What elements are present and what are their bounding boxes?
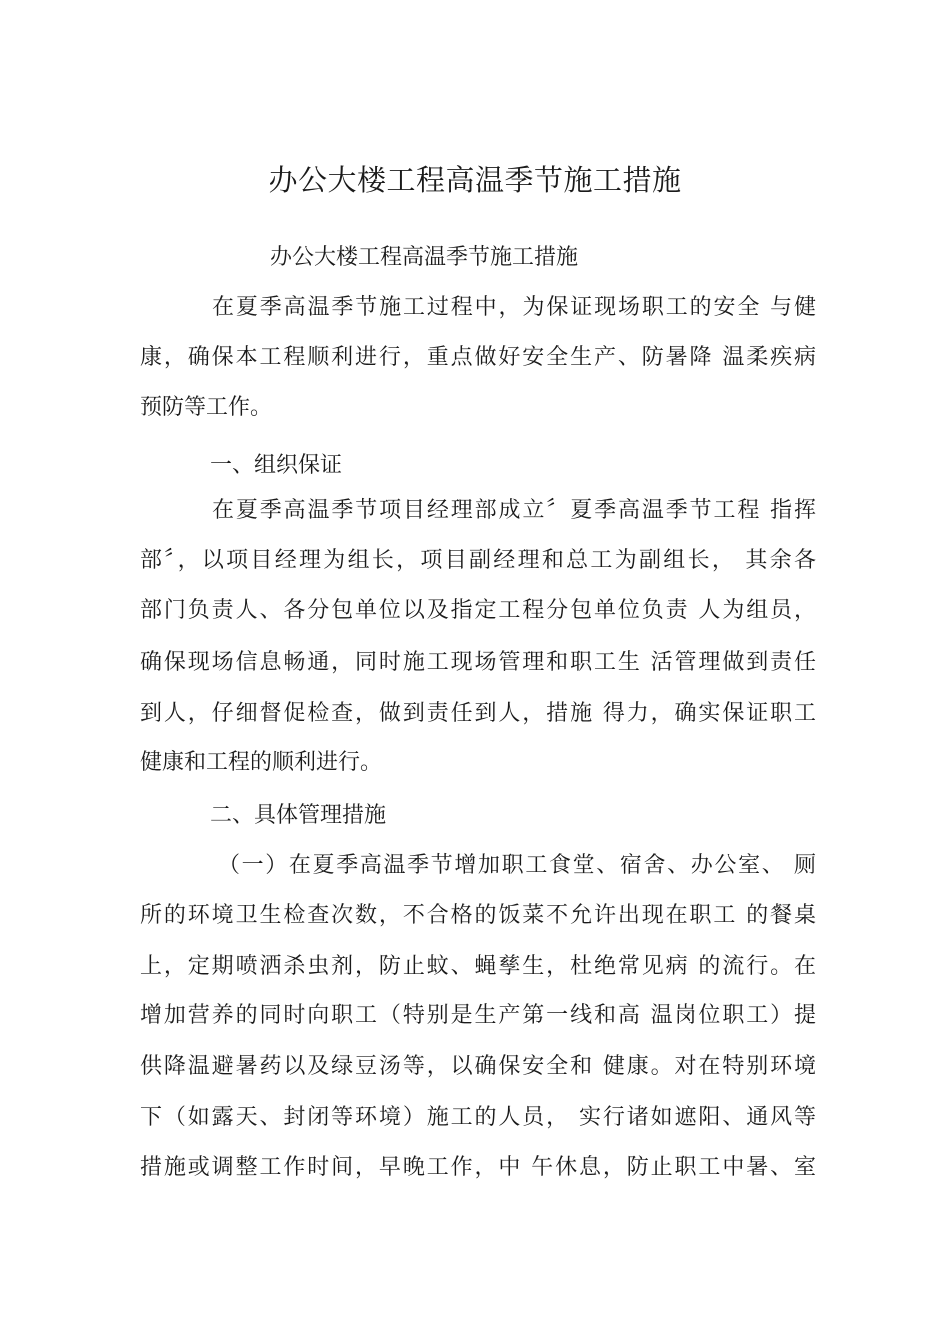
section-1-line-3: 部门负责人、各分包单位以及指定工程分包单位负责 人为组员， — [140, 598, 816, 623]
section-1-heading: 一、组织保证 — [210, 453, 343, 478]
section-1-line-1: 在夏季高温季节项目经理部成立〞夏季高温季节工程 指挥 — [212, 498, 816, 523]
section-1-line-4: 确保现场信息畅通，同时施工现场管理和职工生 活管理做到责任 — [140, 650, 816, 675]
section-1-line-5: 到人，仔细督促检查，做到责任到人，措施 得力，确实保证职工 — [140, 701, 816, 726]
section-2-line-6: 下（如露天、封闭等环境）施工的人员， 实行诸如遮阳、通风等 — [140, 1105, 816, 1130]
intro-line-2: 康，确保本工程顺利进行，重点做好安全生产、防暑降 温柔疾病 — [140, 345, 816, 370]
document-title: 办公大楼工程高温季节施工措施 — [268, 163, 682, 197]
section-2-line-7: 措施或调整工作时间，早晚工作，中 午休息，防止职工中暑、室 — [140, 1155, 816, 1180]
section-2-line-2: 所的环境卫生检查次数，不合格的饭菜不允许出现在职工 的餐桌 — [140, 903, 816, 928]
intro-line-3: 预防等工作。 — [140, 395, 273, 420]
section-2-heading: 二、具体管理措施 — [210, 803, 387, 828]
intro-line-1: 在夏季高温季节施工过程中，为保证现场职工的安全 与健 — [212, 295, 816, 320]
document-subtitle: 办公大楼工程高温季节施工措施 — [270, 245, 579, 270]
section-2-line-4: 增加营养的同时向职工（特别是生产第一线和高 温岗位职工）提 — [140, 1003, 816, 1028]
section-1-line-6: 健康和工程的顺利进行。 — [140, 750, 383, 775]
section-2-line-5: 供降温避暑药以及绿豆汤等，以确保安全和 健康。对在特别环境 — [140, 1054, 816, 1079]
section-1-line-2: 部〞，以项目经理为组长，项目副经理和总工为副组长， 其余各 — [140, 548, 816, 573]
section-2-line-3: 上，定期喷洒杀虫剂，防止蚊、蝇孳生，杜绝常见病 的流行。在 — [140, 954, 816, 979]
section-2-line-1: （一）在夏季高温季节增加职工食堂、宿舍、办公室、 厕 — [218, 853, 816, 878]
